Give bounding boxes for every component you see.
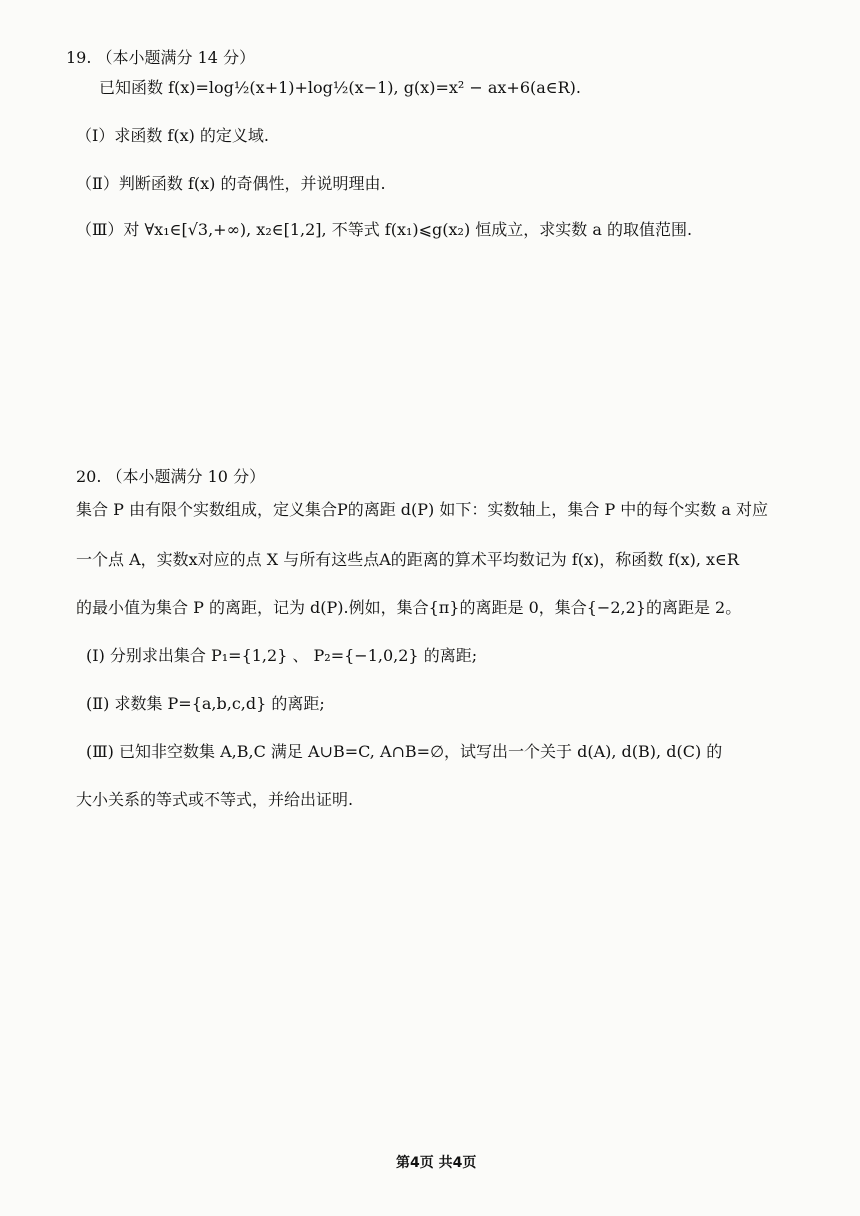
q20-line3: 的最小值为集合 P 的离距，记为 d(P).例如，集合{π}的离距是 0，集合{−2,2}的离距是 2。 [76, 598, 742, 617]
page-footer: 第4页 共4页 [396, 1155, 477, 1171]
q20-header: 20. （本小题满分 10 分） [76, 467, 266, 486]
q20-line1: 集合 P 由有限个实数组成，定义集合P的离距 d(P) 如下：实数轴上，集合 P 中的每个实数 a 对应 [76, 500, 769, 519]
q20-part3-line1: (Ⅲ) 已知非空数集 A,B,C 满足 A∪B=C, A∩B=∅，试写出一个关于 d(A), d(B), d(C) 的 [86, 742, 723, 761]
q19-part2: （Ⅱ）判断函数 f(x) 的奇偶性，并说明理由. [76, 174, 386, 193]
q19-header: 19. （本小题满分 14 分） [66, 48, 256, 67]
q19-stem: 已知函数 f(x)=log½(x+1)+log½(x−1), g(x)=x² − ax+6(a∈R). [99, 78, 582, 97]
q20-line2: 一个点 A，实数x对应的点 X 与所有这些点A的距离的算术平均数记为 f(x)，称函数 f(x), x∈R [76, 550, 739, 569]
q19-part3: （Ⅲ）对 ∀x₁∈[√3,+∞), x₂∈[1,2], 不等式 f(x₁)⩽g(x₂) 恒成立，求实数 a 的取值范围. [76, 220, 693, 239]
q20-part3-line2: 大小关系的等式或不等式，并给出证明. [76, 790, 354, 809]
q19-part1: （Ⅰ）求函数 f(x) 的定义域. [76, 126, 270, 145]
q20-part2: (Ⅱ) 求数集 P={a,b,c,d} 的离距; [86, 694, 325, 713]
q20-part1: (Ⅰ) 分别求出集合 P₁={1,2} 、 P₂={−1,0,2} 的离距; [86, 646, 478, 665]
